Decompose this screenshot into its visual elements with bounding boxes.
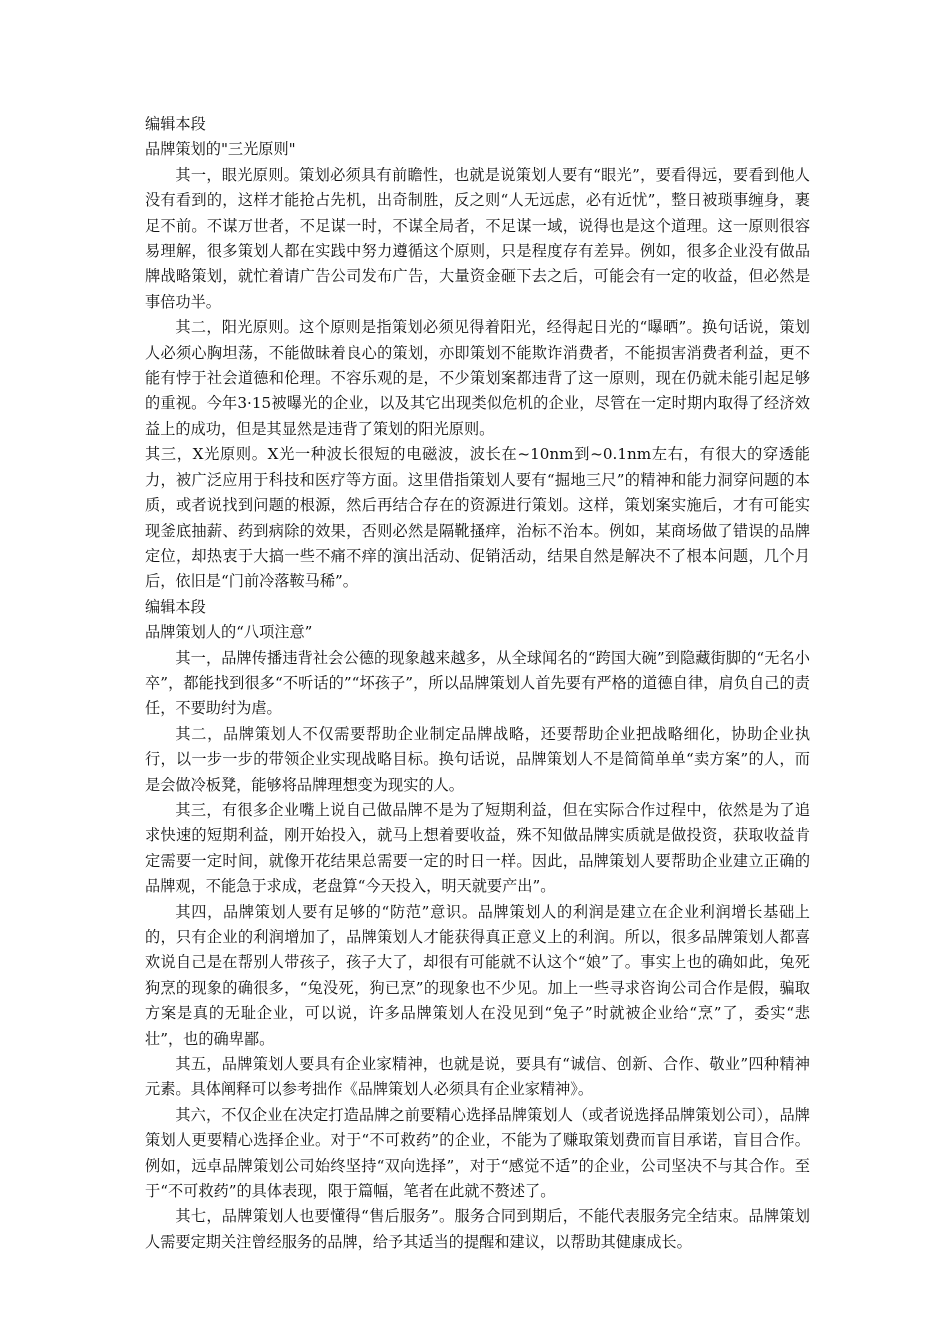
edit-section-link[interactable]: 编辑本段: [145, 597, 206, 616]
paragraph: 其七，品牌策划人也要懂得“售后服务”。服务合同到期后，不能代表服务完全结束。品牌策划人需要定期关注曾经服务的品牌，给予其适当的提醒和建议，以帮助其健康成长。: [145, 1207, 810, 1251]
paragraph: 其一，品牌传播违背社会公德的现象越来越多，从全球闻名的“跨国大碗”到隐藏街脚的“无名小卒”，都能找到很多“不听话的”“坏孩子”，所以品牌策划人首先要有严格的道德自律，肩负自己的责任，不要助纣为虐。: [145, 648, 810, 718]
paragraph: 其二，阳光原则。这个原则是指策划必须见得着阳光，经得起日光的“曝晒”。换句话说，策划人必须心胸坦荡，不能做昧着良心的策划，亦即策划不能欺诈消费者，不能损害消费者利益，更不能有悖于社会道德和伦理。不容乐观的是，不少策划案都违背了这一原则，现在仍就未能引起足够的重视。今年3·15被曝光的企业，以及其它出现类似危机的企业，尽管在一定时期内取得了经济效益上的成功，但是其显然是违背了策划的阳光原则。: [145, 318, 810, 438]
section-heading: 品牌策划的"三光原则": [145, 140, 296, 159]
paragraph: 其一，眼光原则。策划必须具有前瞻性，也就是说策划人要有“眼光”，要看得远，要看到他人没有看到的，这样才能抢占先机，出奇制胜，反之则“人无远虑，必有近忧”，整日被琐事缠身，裹足不前。不谋万世者，不足谋一时，不谋全局者，不足谋一域，说得也是这个道理。这一原则很容易理解，很多策划人都在实践中努力遵循这个原则，只是程度存有差异。例如，很多企业没有做品牌战略策划，就忙着请广告公司发布广告，大量资金砸下去之后，可能会有一定的收益，但必然是事倍功半。: [145, 165, 810, 311]
section-heading: 品牌策划人的“八项注意”: [145, 623, 313, 642]
document-page: [145, 112, 810, 1255]
paragraph: 其二，品牌策划人不仅需要帮助企业制定品牌战略，还要帮助企业把战略细化，协助企业执行，以一步一步的带领企业实现战略目标。换句话说，品牌策划人不是简简单单“卖方案”的人，而是会做冷板凳，能够将品牌理想变为现实的人。: [145, 724, 810, 794]
paragraph: 其五，品牌策划人要具有企业家精神，也就是说，要具有“诚信、创新、合作、敬业”四种精神元素。具体阐释可以参考拙作《品牌策划人必须具有企业家精神》。: [145, 1055, 810, 1099]
edit-section-link[interactable]: 编辑本段: [145, 115, 206, 133]
paragraph: 其三，有很多企业嘴上说自己做品牌不是为了短期利益，但在实际合作过程中，依然是为了追求快速的短期利益，刚开始投入，就马上想着要收益，殊不知做品牌实质就是做投资，获取收益肯定需要一定时间，就像开花结果总需要一定的时日一样。因此，品牌策划人要帮助企业建立正确的品牌观，不能急于求成，老盘算“今天投入，明天就要产出”。: [145, 800, 810, 896]
paragraph: 其四，品牌策划人要有足够的“防范”意识。品牌策划人的利润是建立在企业利润增长基础上的，只有企业的利润增加了，品牌策划人才能获得真正意义上的利润。所以，很多品牌策划人都喜欢说自己是在帮别人带孩子，孩子大了，却很有可能就不认这个“娘”了。事实上也的确如此，兔死狗烹的现象的确很多，“兔没死，狗已烹”的现象也不少见。加上一些寻求咨询公司合作是假，骗取方案是真的无耻企业，可以说，许多品牌策划人在没见到“兔子”时就被企业给“烹”了，委实“悲壮”，也的确卑鄙。: [145, 902, 810, 1048]
paragraph: 其六，不仅企业在决定打造品牌之前要精心选择品牌策划人（或者说选择品牌策划公司），品牌策划人更要精心选择企业。对于“不可救药”的企业，不能为了赚取策划费而盲目承诺，盲目合作。例如，远卓品牌策划公司始终坚持“双向选择”，对于“感觉不适”的企业，公司坚决不与其合作。至于“不可救药”的具体表现，限于篇幅，笔者在此就不赘述了。: [145, 1105, 810, 1201]
paragraph: 其三，X光原则。X光一种波长很短的电磁波，波长在~10nm到~0.1nm左右，有很大的穿透能力，被广泛应用于科技和医疗等方面。这里借指策划人要有“掘地三尺”的精神和能力洞穿问题的本质，或者说找到问题的根源，然后再结合存在的资源进行策划。这样，策划案实施后，才有可能实现釜底抽薪、药到病除的效果，否则必然是隔靴搔痒，治标不治本。例如，某商场做了错误的品牌定位，却热衷于大搞一些不痛不痒的演出活动、促销活动，结果自然是解决不了根本问题，几个月后，依旧是“门前冷落鞍马稀”。: [145, 445, 810, 591]
